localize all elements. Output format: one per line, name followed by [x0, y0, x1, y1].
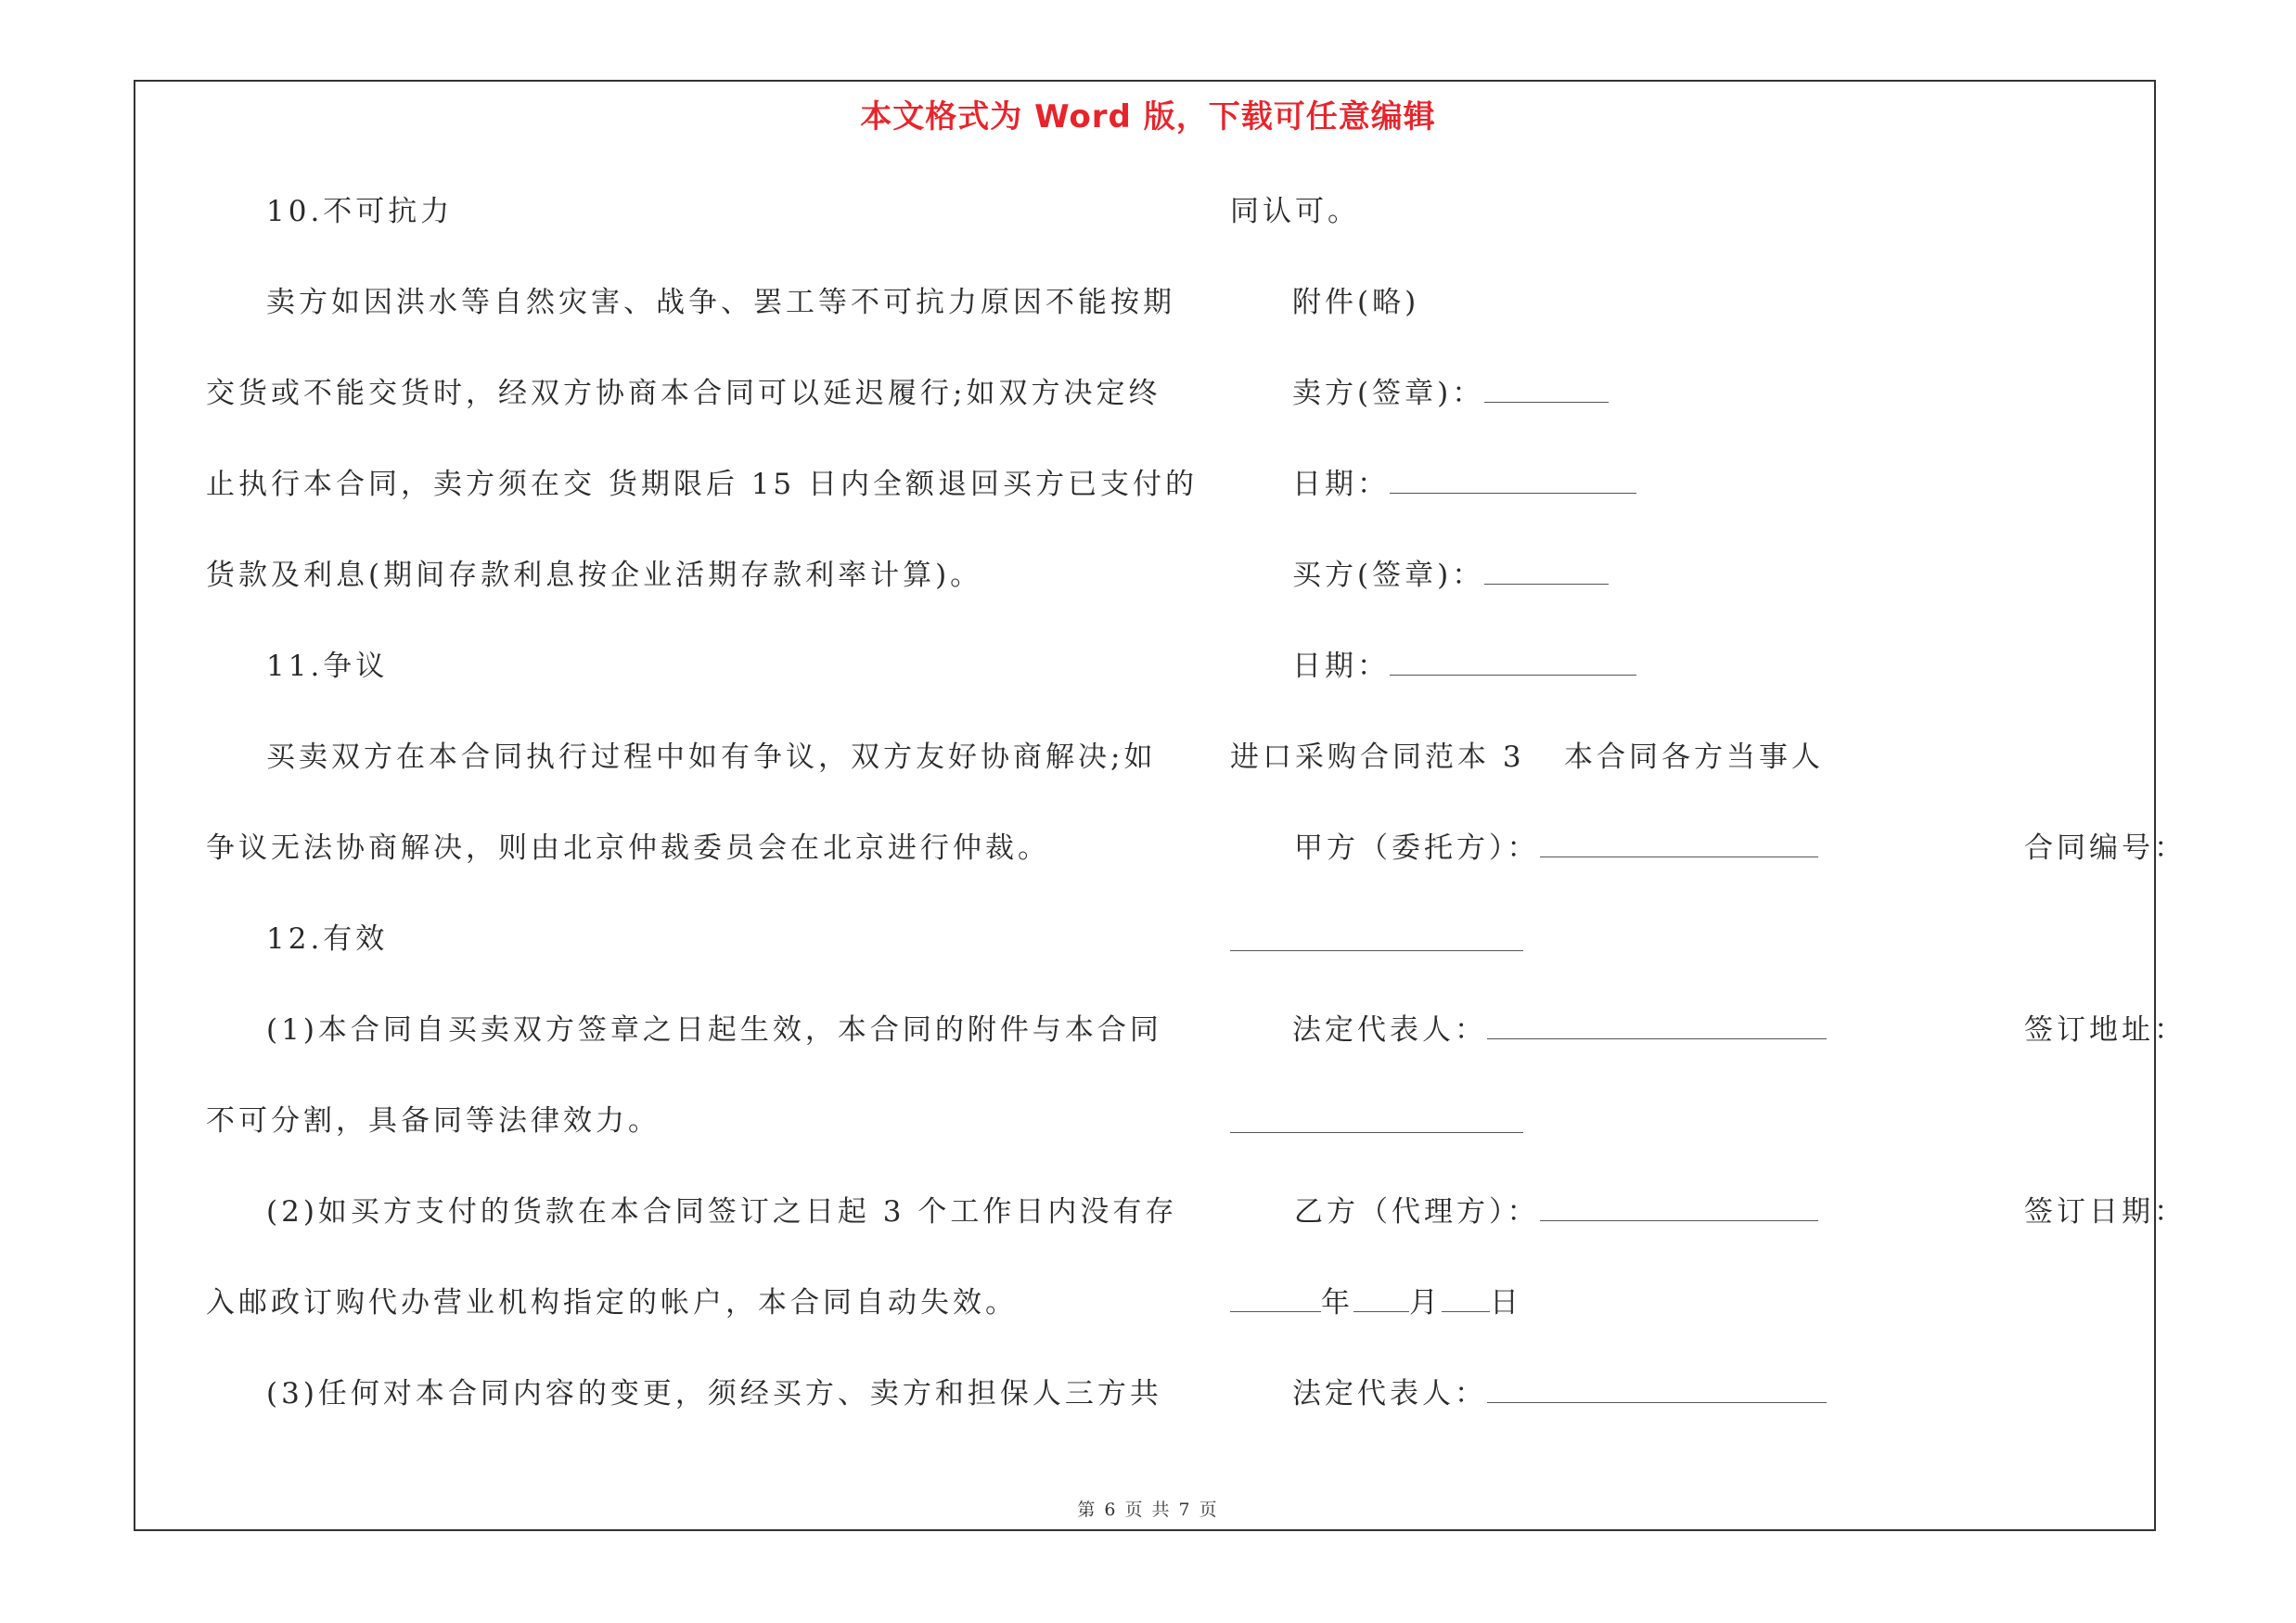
seller-signature-row [1292, 375, 1609, 412]
party-a-blank [1540, 832, 1818, 857]
month-blank [1353, 1287, 1409, 1312]
seller-signature-blank [1484, 378, 1609, 403]
section-12-item-line: 入邮政订购代办营业机构指定的帐户，本合同自动失效。 [206, 1286, 1018, 1320]
section-10-title: 10.不可抗力 [266, 195, 454, 228]
buyer-date-row [1292, 648, 1636, 685]
section-10-paragraph-line: 卖方如因洪水等自然灾害、战争、罢工等不可抗力原因不能按期 [266, 286, 1175, 319]
buyer-signature-row [1292, 557, 1609, 594]
year-blank [1230, 1287, 1321, 1312]
legal-rep-a-label: 法定代表人： [1292, 1013, 1487, 1047]
page-footer: 第 6 页 共 7 页 [1077, 1500, 1219, 1520]
party-b-label: 乙方（代理方）： [1294, 1195, 1540, 1229]
section-12-item-line: (1)本合同自买卖双方签章之日起生效，本合同的附件与本合同 [266, 1013, 1162, 1047]
sample-3-title: 进口采购合同范本 3 [1230, 741, 1525, 774]
section-10-paragraph-line: 止执行本合同，卖方须在交 货期限后 15 日内全额退回买方已支付的 [206, 468, 1199, 501]
legal-rep-a-blank [1487, 1014, 1827, 1039]
section-12-title: 12.有效 [266, 922, 389, 956]
party-b-blank [1540, 1196, 1818, 1221]
format-banner: 本文格式为 Word 版，下载可任意编辑 [860, 98, 1436, 135]
party-b-row [1294, 1193, 1818, 1230]
legal-rep-b-row [1292, 1375, 1827, 1412]
sign-date-label: 签订日期： [2024, 1195, 2187, 1229]
party-a-row [1294, 830, 1818, 867]
section-12-item-line: (2)如买方支付的货款在本合同签订之日起 3 个工作日内没有存 [266, 1195, 1178, 1229]
continued-text: 同认可。 [1230, 195, 1360, 228]
section-10-paragraph-line: 交货或不能交货时，经双方协商本合同可以延迟履行;如双方决定终 [206, 377, 1161, 410]
buyer-date-label: 日期： [1292, 650, 1390, 683]
section-12-item-line: 不可分割，具备同等法律效力。 [206, 1104, 661, 1138]
section-11-title: 11.争议 [266, 650, 389, 683]
year-label: 年 [1321, 1286, 1353, 1320]
legal-rep-b-blank [1487, 1378, 1827, 1403]
sign-date-row [1230, 1284, 1522, 1321]
seller-date-label: 日期： [1292, 468, 1390, 501]
legal-rep-b-label: 法定代表人： [1292, 1377, 1487, 1410]
section-12-item-line: (3)任何对本合同内容的变更，须经买方、卖方和担保人三方共 [266, 1377, 1162, 1410]
month-label: 月 [1409, 1286, 1442, 1320]
legal-rep-a-row [1292, 1011, 1827, 1049]
buyer-signature-label: 买方(签章)： [1292, 559, 1485, 592]
party-a-label: 甲方（委托方）： [1294, 831, 1540, 865]
sign-place-label: 签订地址： [2024, 1013, 2187, 1047]
attachment-note: 附件(略) [1292, 286, 1420, 319]
section-11-paragraph-line: 买卖双方在本合同执行过程中如有争议，双方友好协商解决;如 [266, 741, 1157, 774]
seller-date-blank [1390, 469, 1636, 494]
day-label: 日 [1490, 1286, 1522, 1320]
seller-date-row [1292, 466, 1636, 503]
section-10-paragraph-line: 货款及利息(期间存款利息按企业活期存款利率计算)。 [206, 559, 983, 592]
contract-number-blank [1230, 926, 1523, 951]
section-11-paragraph-line: 争议无法协商解决，则由北京仲裁委员会在北京进行仲裁。 [206, 831, 1050, 865]
sign-place-blank [1230, 1108, 1523, 1133]
parties-heading: 本合同各方当事人 [1564, 741, 1824, 774]
buyer-signature-blank [1484, 560, 1609, 585]
buyer-date-blank [1390, 650, 1636, 676]
contract-number-label: 合同编号： [2024, 831, 2187, 865]
day-blank [1442, 1287, 1490, 1312]
seller-signature-label: 卖方(签章)： [1292, 377, 1485, 410]
